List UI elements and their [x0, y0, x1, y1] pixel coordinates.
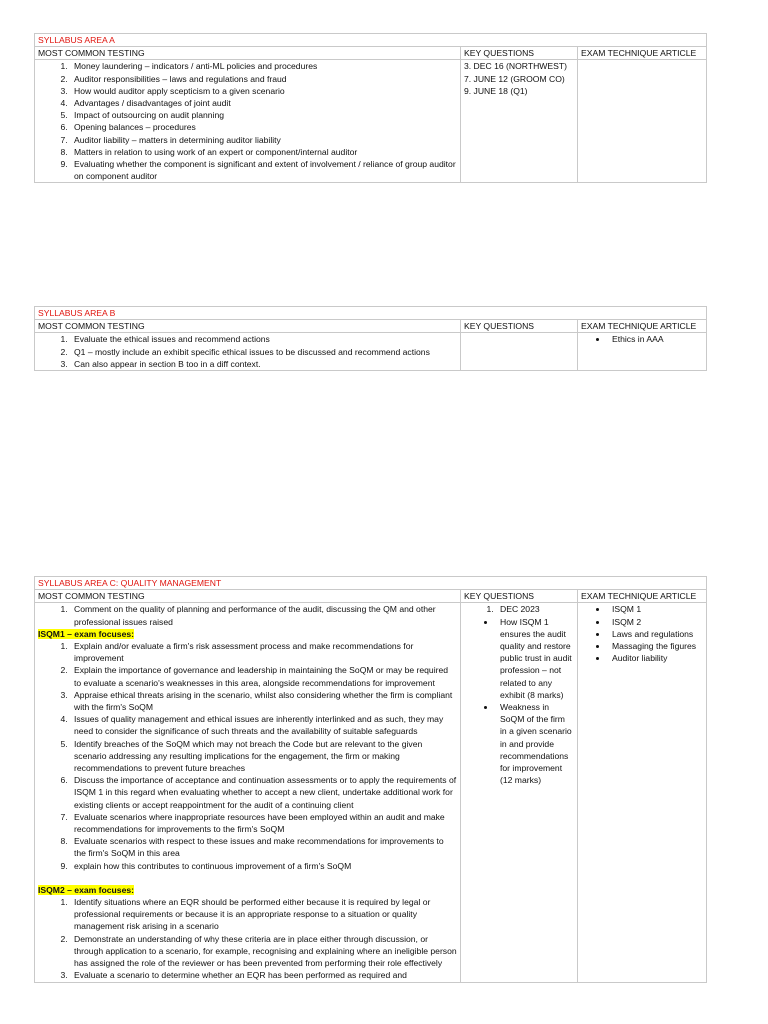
isqm1-label: ISQM1 – exam focuses:	[38, 628, 135, 639]
list-item: 1. Comment on the quality of planning and performance of the audit, discussing the QM and other professional issues raised	[70, 603, 457, 627]
area-b-title: SYLLABUS AREA B	[35, 307, 707, 320]
isqm1-heading	[38, 628, 457, 640]
area-c-key-questions-list	[464, 603, 574, 615]
article-item: • Laws and regulations	[608, 628, 703, 640]
list-item: 5. Identify breaches of the SoQM which may not breach the Code but are relevant to the given scenario addressing any resulting implications for the engagement, the firm or making recommendations to prevent future breaches	[70, 738, 457, 775]
list-item: 3. Evaluate a scenario to determine whether an EQR has been performed as required and	[70, 969, 457, 981]
isqm2-list	[38, 896, 457, 981]
list-item: 5. Impact of outsourcing on audit planning	[70, 109, 457, 121]
area-b-testing-list	[38, 333, 457, 370]
list-item: 7. Evaluate scenarios where inappropriate resources have been employed within an audit and make recommendations for improvements to the firm's SoQM	[70, 811, 457, 835]
article-item: • Auditor liability	[608, 652, 703, 664]
isqm2-label: ISQM2 – exam focuses:	[38, 884, 135, 895]
key-question: 7. JUNE 12 (GROOM CO)	[464, 73, 565, 84]
header-key-questions: KEY QUESTIONS	[461, 320, 578, 333]
key-question: 9. JUNE 18 (Q1)	[464, 85, 528, 96]
list-item: 3. Can also appear in section B too in a diff context.	[70, 358, 457, 370]
area-c-key-questions-cell	[461, 603, 578, 982]
area-a-testing-list	[38, 60, 457, 182]
list-item: 2. Auditor responsibilities – laws and regulations and fraud	[70, 73, 457, 85]
area-c-key-question-bullets	[464, 616, 574, 787]
syllabus-area-a-table	[34, 33, 707, 183]
header-key-questions: KEY QUESTIONS	[461, 47, 578, 60]
article-item: • ISQM 2	[608, 616, 703, 628]
area-c-testing-cell	[35, 603, 461, 982]
list-item: 1. Explain and/or evaluate a firm's risk assessment process and make recommendations for improvement	[70, 640, 457, 664]
list-item: 7. Auditor liability – matters in determining auditor liability	[70, 134, 457, 146]
area-a-title: SYLLABUS AREA A	[35, 34, 707, 47]
header-exam-technique-article: EXAM TECHNIQUE ARTICLE	[578, 47, 707, 60]
list-item: 6. Discuss the importance of acceptance and continuation assessments or to apply the requirements of ISQM 1 in this regard when evaluating whether to accept a new client, undertake additional work for existing clients or accept reappointment for the audit of a continuing client	[70, 774, 457, 811]
area-c-articles-list	[581, 603, 703, 664]
key-question-bullet: • Weakness in SoQM of the firm in a given scenario in and provide recommendations for improvement (12 marks)	[496, 701, 574, 786]
area-b-articles-list	[581, 333, 703, 345]
header-exam-technique-article: EXAM TECHNIQUE ARTICLE	[578, 320, 707, 333]
list-item: 4. Issues of quality management and ethical issues are inherently interlinked and as such, they may need to consider the significance of such threats and the availability of suitable safeguards	[70, 713, 457, 737]
area-b-testing-cell	[35, 333, 461, 371]
header-exam-technique-article: EXAM TECHNIQUE ARTICLE	[578, 590, 707, 603]
header-most-common-testing: MOST COMMON TESTING	[35, 47, 461, 60]
list-item: 9. Evaluating whether the component is significant and extent of involvement / reliance of group auditor on component auditor	[70, 158, 457, 182]
list-item: 1. Evaluate the ethical issues and recommend actions	[70, 333, 457, 345]
area-b-articles-cell	[578, 333, 707, 371]
area-a-articles-cell	[578, 60, 707, 183]
header-most-common-testing: MOST COMMON TESTING	[35, 590, 461, 603]
area-a-testing-cell	[35, 60, 461, 183]
list-item: 9. explain how this contributes to continuous improvement of a firm's SoQM	[70, 860, 457, 872]
header-key-questions: KEY QUESTIONS	[461, 590, 578, 603]
list-item: 8. Matters in relation to using work of an expert or component/internal auditor	[70, 146, 457, 158]
key-question-bullet: • How ISQM 1 ensures the audit quality and restore public trust in audit profession – not related to any exhibit (8 marks)	[496, 616, 574, 701]
header-most-common-testing: MOST COMMON TESTING	[35, 320, 461, 333]
isqm2-heading	[38, 884, 457, 896]
list-item: 8. Evaluate scenarios with respect to these issues and make recommendations for improvements to the firm's SoQM in this area	[70, 835, 457, 859]
list-item: 2. Explain the importance of governance and leadership in maintaining the SoQM or may be required to evaluate a scenario's weaknesses in this area, alongside recommendations for improvement	[70, 664, 457, 688]
area-c-articles-cell	[578, 603, 707, 982]
list-item: 3. Appraise ethical threats arising in the scenario, whilst also considering whether the firm is compliant with the firm's SoQM	[70, 689, 457, 713]
list-item: 2. Demonstrate an understanding of why these criteria are in place either through discussion, or through application to a scenario, for example, recognising and explaining where an ineligible person has assigned the role of the reviewer or has been prevented from performing their role effectively	[70, 933, 457, 970]
area-c-title: SYLLABUS AREA C: QUALITY MANAGEMENT	[35, 577, 707, 590]
list-item: 1. Money laundering – indicators / anti-ML policies and procedures	[70, 60, 457, 72]
list-item: 2. Q1 – mostly include an exhibit specific ethical issues to be discussed and recommend actions	[70, 346, 457, 358]
list-item: 4. Advantages / disadvantages of joint audit	[70, 97, 457, 109]
article-item: • ISQM 1	[608, 603, 703, 615]
key-question: 3. DEC 16 (NORTHWEST)	[464, 61, 567, 72]
key-question: 1. DEC 2023	[496, 603, 574, 615]
area-c-intro-list	[38, 603, 457, 627]
syllabus-area-b-table	[34, 306, 707, 371]
list-item: 1. Identify situations where an EQR should be performed either because it is required by legal or professional requirements or because it is an appropriate response to a situation or quality management risk arising in a scenario	[70, 896, 457, 933]
area-b-key-questions-cell	[461, 333, 578, 371]
article-item: • Massaging the figures	[608, 640, 703, 652]
list-item: 6. Opening balances – procedures	[70, 121, 457, 133]
isqm1-list	[38, 640, 457, 872]
syllabus-area-c-table	[34, 576, 707, 983]
list-item: 3. How would auditor apply scepticism to a given scenario	[70, 85, 457, 97]
article-item: • Ethics in AAA	[608, 333, 703, 345]
area-a-key-questions-cell	[461, 60, 578, 183]
